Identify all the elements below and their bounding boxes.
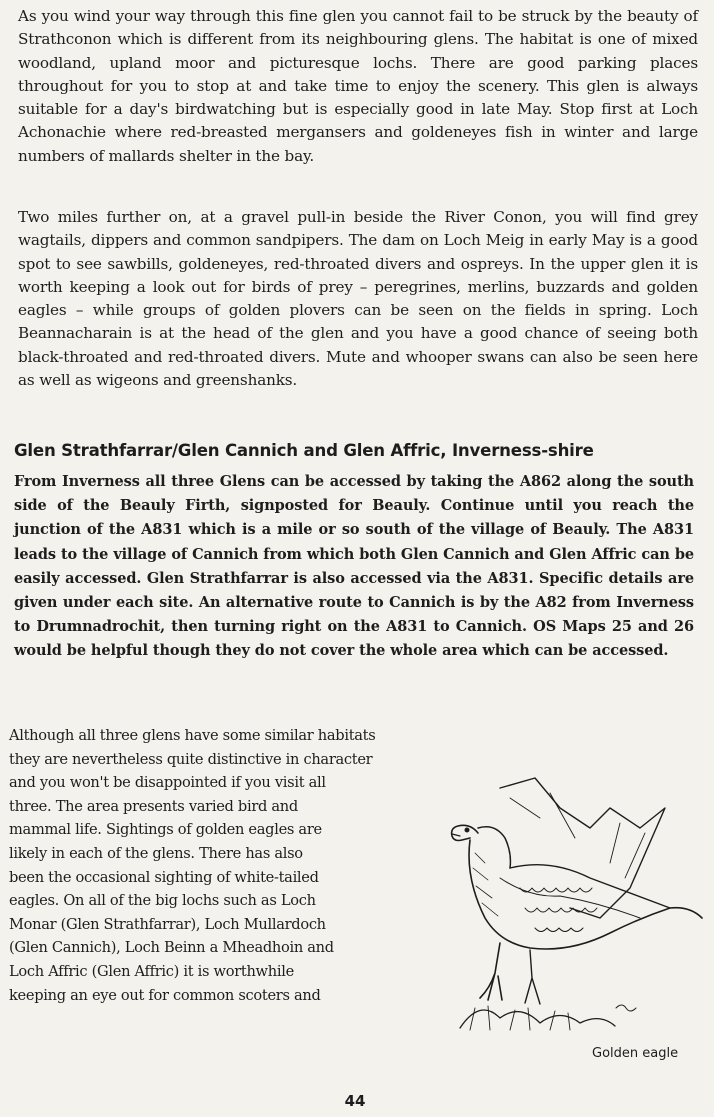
body-line: mammal life. Sightings of golden eagles are [9,821,322,839]
body-line: they are nevertheless quite distinctive in character [9,750,373,768]
body-line: likely in each of the glens. There has also [9,844,303,862]
illustration-caption: Golden eagle [592,1046,679,1061]
section-heading: Glen Strathfarrar/Glen Cannich and Glen Affric, Inverness-shire [14,441,594,460]
body-line: been the occasional sighting of white-tailed [9,868,319,886]
body-line: keeping an eye out for common scoters and [9,986,321,1004]
section-body-text [9,724,441,1007]
body-line: Although all three glens have some similar habitats [9,727,376,744]
body-line: Loch Affric (Glen Affric) it is worthwhile [9,962,294,980]
paragraph-strathconon-intro: As you wind your way through this fine glen you cannot fail to be struck by the beauty of Strathconon which is different from its neighbouring glens. The habitat is one of mixed woodland, upland moor and picturesque lochs. There are good parking places throughout for you to stop at and take time to enjoy the scenery. This glen is always suitable for a day's birdwatching but is especially good in late May. Stop first at Loch Achonachie where red-breasted mergansers and goldeneyes fish in winter and large numbers of mallards shelter in the bay. [18,7,698,165]
section-directions: From Inverness all three Glens can be accessed by taking the A862 along the south side of the Beauly Firth, signposted for Beauly. Continue until you reach the junction of the A831 which is a mile or so south of the village of Beauly. The A831 leads to the village of Cannich from which both Glen Cannich and Glen Affric can be easily accessed. Glen Strathfarrar is also accessed via the A831. Specific details are given under each site. An alternative route to Cannich is by the A82 from Inverness to Drumnadrochit, then turning right on the A831 to Cannich. OS Maps 25 and 26 would be helpful though they do not cover the whole area which can be accessed. [14,473,694,660]
body-line: (Glen Cannich), Loch Beinn a Mheadhoin and [9,939,334,957]
body-line: eagles. On all of the big lochs such as Loch [9,892,316,910]
paragraph-strathconon-birds: Two miles further on, at a gravel pull-in beside the River Conon, you will find grey wagtails, dippers and common sandpipers. The dam on Loch Meig in early May is a good spot to see sawbills, goldeneyes, red-throated divers and ospreys. In the upper glen it is worth keeping a look out for birds of prey – peregrines, merlins, buzzards and golden eagles – while groups of golden plovers can be seen on the fields in spring. Loch Beannacharain is at the head of the glen and you have a good chance of seeing both black-throated and red-throated divers. Mute and whooper swans can also be seen here as well as wigeons and greenshanks. [18,208,698,390]
golden-eagle-illustration [440,768,710,1038]
body-line: three. The area presents varied bird and [9,797,298,815]
body-line: Monar (Glen Strathfarrar), Loch Mullardoch [9,915,326,933]
body-line: and you won't be disappointed if you visit all [9,774,326,792]
page-number: 44 [344,1092,366,1110]
